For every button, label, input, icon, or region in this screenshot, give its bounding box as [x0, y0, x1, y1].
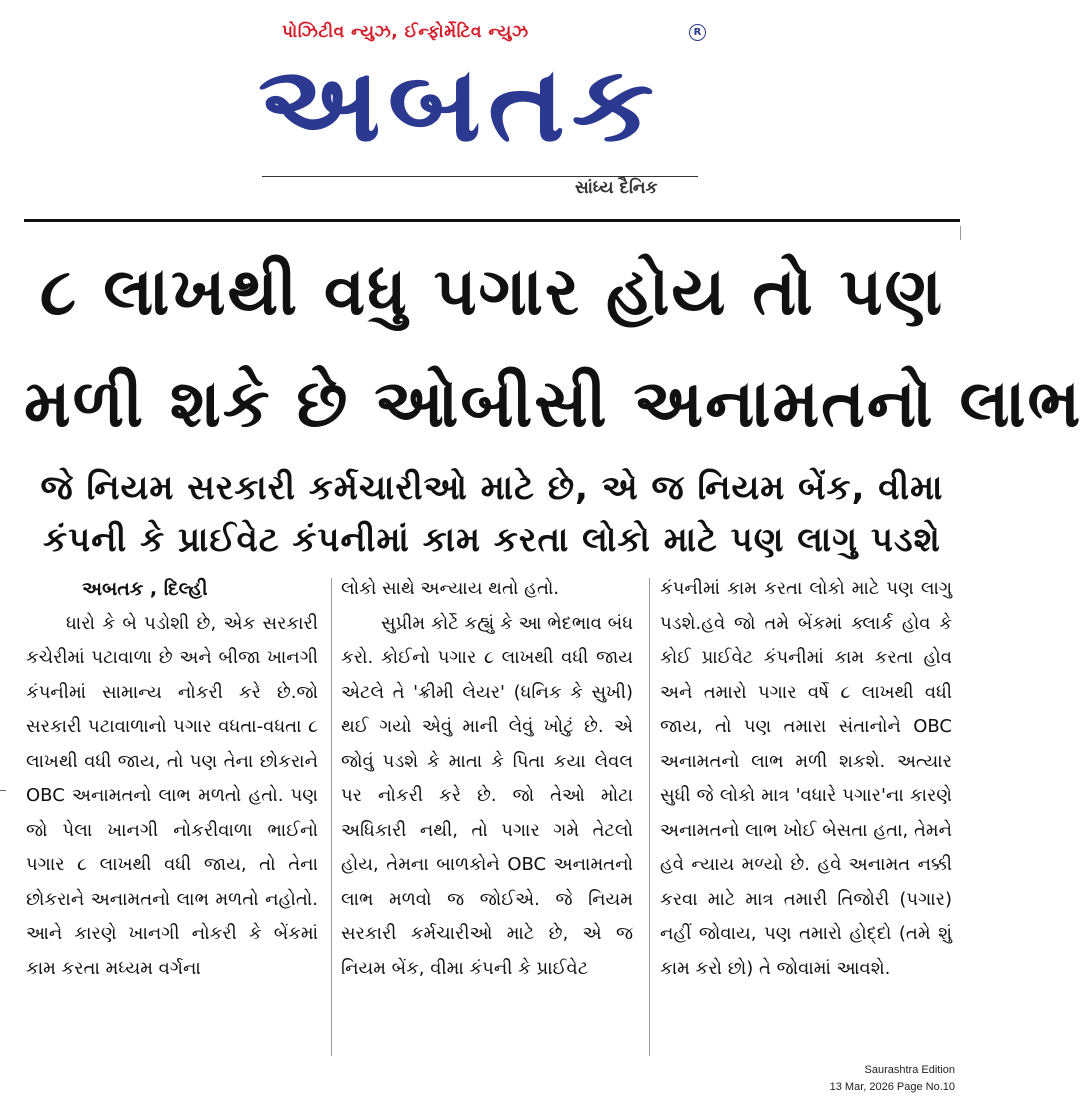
headline-top-rule: [24, 219, 960, 222]
article-paragraph: સુપ્રીમ કોર્ટે કહ્યું કે આ ભેદભાવ બંધ કરો. કોઈનો પગાર ૮ લાખથી વધી જાય એટલે તે 'ક્રીમી લેયર' (ધનિક કે સુખી) થઈ ગયો એવું માની લેવું ખોટું છે. એ જોવું પડશે કે માતા કે પિતા કયા લેવલ પર નોકરી કરે છે. જો તેઓ મોટા અધિકારી નથી, તો પગાર ગમે તેટલો હોય, તેમના બાળકોને OBC અનામતનો લાભ મળવો જ જોઈએ. જે નિયમ સરકારી કર્મચારીઓ માટે છે, એ જ નિયમ બેંક, વીમા કંપની કે પ્રાઈવેટ: [341, 612, 633, 979]
article-paragraph: ધારો કે બે પડોશી છે, એક સરકારી કચેરીમાં પટાવાળા છે અને બીજા ખાનગી કંપનીમાં સામાન્ય નોકરી કરે છે.જો સરકારી પટાવાળાનો પગાર વધતા-વધતા ૮ લાખથી વધી જાય, તો પણ તેના છોકરાને OBC અનામતનો લાભ મળતો હતો. પણ જો પેલા ખાનગી નોકરીવાળા ભાઈનો પગાર ૮ લાખથી વધી જાય, તો તેના છોકરાને અનામતનો લાભ મળતો નહોતો. આને કારણે ખાનગી નોકરી કે બેંકમાં કામ કરતા મધ્યમ વર્ગના: [26, 612, 318, 979]
masthead: [0, 0, 965, 215]
masthead-subbrand: સાંધ્ય દૈનિક: [575, 178, 658, 198]
subheadline-line-1: જે નિયમ સરકારી કર્મચારીઓ માટે છે, એ જ નિયમ બેંક, વીમા: [40, 468, 944, 508]
margin-mark: [0, 790, 6, 791]
subheadline-line-2: કંપની કે પ્રાઈવેટ કંપનીમાં કામ કરતા લોકો માટે પણ લાગુ પડશે: [43, 520, 941, 560]
article-paragraph: કંપનીમાં કામ કરતા લોકો માટે પણ લાગુ પડશે.હવે જો તમે બેંકમાં ક્લાર્ક હોવ કે કોઈ પ્રાઈવેટ કંપનીમાં કામ કરતા હોવ અને તમારો પગાર વર્ષે ૮ લાખથી વધી જાય, તો પણ તમારા સંતાનોને OBC અનામતનો લાભ મળી શકશે. અત્યાર સુધી જે લોકો માત્ર 'વધારે પગાર'ના કારણે અનામતનો લાભ ખોઈ બેસતા હતા, તેમને હવે ન્યાય મળ્યો છે. હવે અનામત નક્કી કરવા માટે માત્ર તમારી તિજોરી (પગાર) નહીં જોવાય, પણ તમારો હોદ્દો (તમે શું કામ કરો છો) તે જોવામાં આવશે.: [660, 578, 952, 979]
headline-line-1: ૮ લાખથી વધુ પગાર હોય તો પણ: [39, 253, 945, 330]
article-column-2: [341, 572, 633, 1056]
headline-line-2: મળી શકે છે ઓબીસી અનામતનો લાભ: [24, 365, 1082, 442]
article-column-3: [660, 572, 952, 1056]
column-divider: [331, 578, 332, 1056]
edition-date-page: 13 Mar, 2026 Page No.10: [829, 1081, 955, 1093]
dateline: અબતક , દિલ્હી: [82, 578, 208, 600]
edition-info: [830, 1062, 955, 1096]
article-paragraph: લોકો સાથે અન્યાય થતો હતો.: [341, 578, 560, 599]
article-column-1: [26, 572, 318, 1056]
subheadline: [24, 462, 960, 566]
margin-mark: [960, 226, 961, 240]
masthead-divider: [262, 176, 698, 177]
headline: [24, 236, 1082, 460]
column-divider: [649, 578, 650, 1056]
edition-name: Saurashtra Edition: [864, 1064, 955, 1076]
registered-mark-icon: R: [689, 24, 706, 41]
masthead-tagline: પોઝિટીવ ન્યુઝ, ઈન્ફોર્મેટિવ ન્યુઝ: [282, 22, 529, 42]
newspaper-logo: અબતક: [258, 43, 661, 165]
